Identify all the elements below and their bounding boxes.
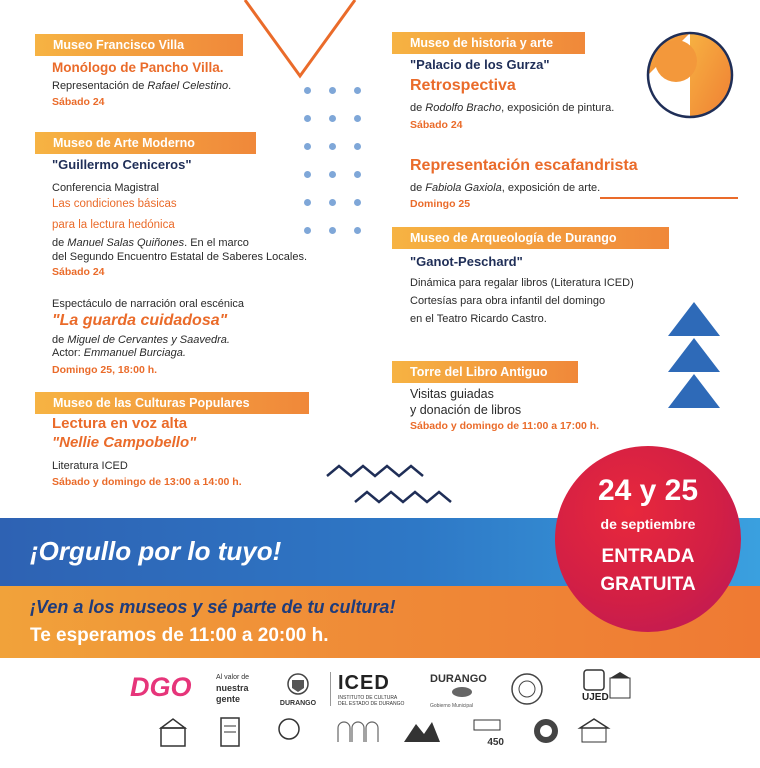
venue-name: "Palacio de los Gurza" — [410, 57, 550, 72]
arches-icon — [334, 716, 380, 744]
mountains-icon — [402, 716, 442, 748]
dgo-mark: DGO — [130, 672, 192, 702]
date-badge — [555, 446, 741, 632]
event-title: Retrospectiva — [410, 77, 516, 94]
show-date: Domingo 25, 18:00 h. — [52, 364, 158, 376]
venue-torre-libro-antiguo: Torre del Libro Antiguo — [392, 361, 578, 383]
event-description: de Fabiola Gaxiola, exposición de arte. — [410, 182, 601, 194]
venue-museo-culturas-populares: Museo de las Culturas Populares — [35, 392, 309, 414]
event-description: Literatura ICED — [52, 460, 128, 472]
event-date: Sábado 24 — [52, 266, 105, 278]
tagline: ¡Ven a los museos y sé parte de tu cultura! — [30, 597, 396, 617]
show-title: "La guarda cuidadosa" — [52, 312, 228, 329]
seal-icon — [510, 672, 544, 706]
venue-name: "Guillermo Ceniceros" — [52, 157, 192, 172]
event-description: de Rodolfo Bracho, exposición de pintura. — [410, 102, 615, 114]
venue-museo-arqueologia: Museo de Arqueología de Durango — [392, 227, 669, 249]
event-date: Sábado 24 — [52, 96, 105, 108]
event-subtitle: "Nellie Campobello" — [52, 434, 197, 451]
show-author: de Miguel de Cervantes y Saavedra. — [52, 334, 230, 346]
event-date: Sábado y domingo de 13:00 a 14:00 h. — [52, 476, 242, 488]
event-title: Monólogo de Pancho Villa. — [52, 60, 224, 75]
show-intro: Espectáculo de narración oral escénica — [52, 298, 245, 310]
event-title: Lectura en voz alta — [52, 415, 188, 432]
circle-fill-decoration — [655, 40, 697, 82]
round-seal-icon — [531, 716, 561, 746]
event-description-1: Dinámica para regalar libros (Literatura ICED) — [410, 277, 634, 289]
logo-divider — [330, 672, 331, 706]
anniversary-logo: 450 — [470, 716, 504, 746]
event-title-line1: Las condiciones básicas — [52, 198, 177, 210]
event-description-2: Cortesías para obra infantil del domingo — [410, 295, 606, 307]
iced-logo: ICED INSTITUTO DE CULTURA DEL ESTADO DE DURANGO — [338, 672, 405, 707]
event-description: de Manuel Salas Quiñones. En el marco — [52, 237, 249, 249]
crest-icon — [276, 716, 302, 746]
event-title-line2: para la lectura hedónica — [52, 219, 175, 231]
event-description-1: Visitas guiadas — [410, 387, 494, 401]
show-actor: Actor: Emmanuel Burciaga. — [52, 347, 186, 359]
venue-museo-historia-arte: Museo de historia y arte — [392, 32, 585, 54]
badge-dates: 24 y 25 — [597, 474, 699, 507]
zigzag-decoration — [325, 462, 455, 508]
event-description-2: y donación de libros — [410, 403, 522, 417]
badge-entry: ENTRADA — [601, 546, 695, 567]
book-icon — [219, 716, 241, 748]
cathedral-icon — [155, 716, 191, 750]
event-description-2: del Segundo Encuentro Estatal de Saberes Locales. — [52, 251, 308, 263]
venue-name: "Ganot-Peschard" — [410, 254, 523, 269]
event-date: Sábado y domingo de 11:00 a 17:00 h. — [410, 420, 600, 432]
triangles-decoration — [666, 300, 722, 412]
temple-icon — [577, 716, 611, 746]
event-date: Domingo 25 — [410, 198, 471, 210]
shield-icon — [273, 670, 323, 700]
event-type: Conferencia Magistral — [52, 182, 159, 194]
badge-month: de septiembre — [600, 516, 696, 532]
event-date: Sábado 24 — [410, 119, 463, 131]
badge-free: GRATUITA — [600, 574, 696, 595]
building-icon — [470, 716, 504, 732]
divider-line — [600, 197, 738, 199]
university-shield-icon — [582, 668, 606, 692]
venue-museo-arte-moderno: Museo de Arte Moderno — [35, 132, 256, 154]
building-icon — [608, 670, 632, 700]
venue-museo-francisco-villa: Museo Francisco Villa — [35, 34, 243, 56]
opening-hours: Te esperamos de 11:00 a 20:00 h. — [30, 625, 329, 646]
event-title: Representación escafandrista — [410, 157, 638, 174]
ujed-logo: UJED — [582, 668, 632, 708]
slogan: ¡Orgullo por lo tuyo! — [30, 536, 282, 566]
v-chevron-decoration — [240, 0, 360, 80]
durango-city-logo: DURANGO Gobierno Municipal — [430, 673, 494, 711]
event-description: Representación de Rafael Celestino. — [52, 80, 232, 92]
durango-gov-logo: DURANGO — [273, 670, 323, 712]
dgo-logo: DGO Al valor de nuestra gente — [130, 672, 250, 704]
city-emblem-icon — [430, 686, 494, 698]
event-description-3: en el Teatro Ricardo Castro. — [410, 313, 547, 325]
